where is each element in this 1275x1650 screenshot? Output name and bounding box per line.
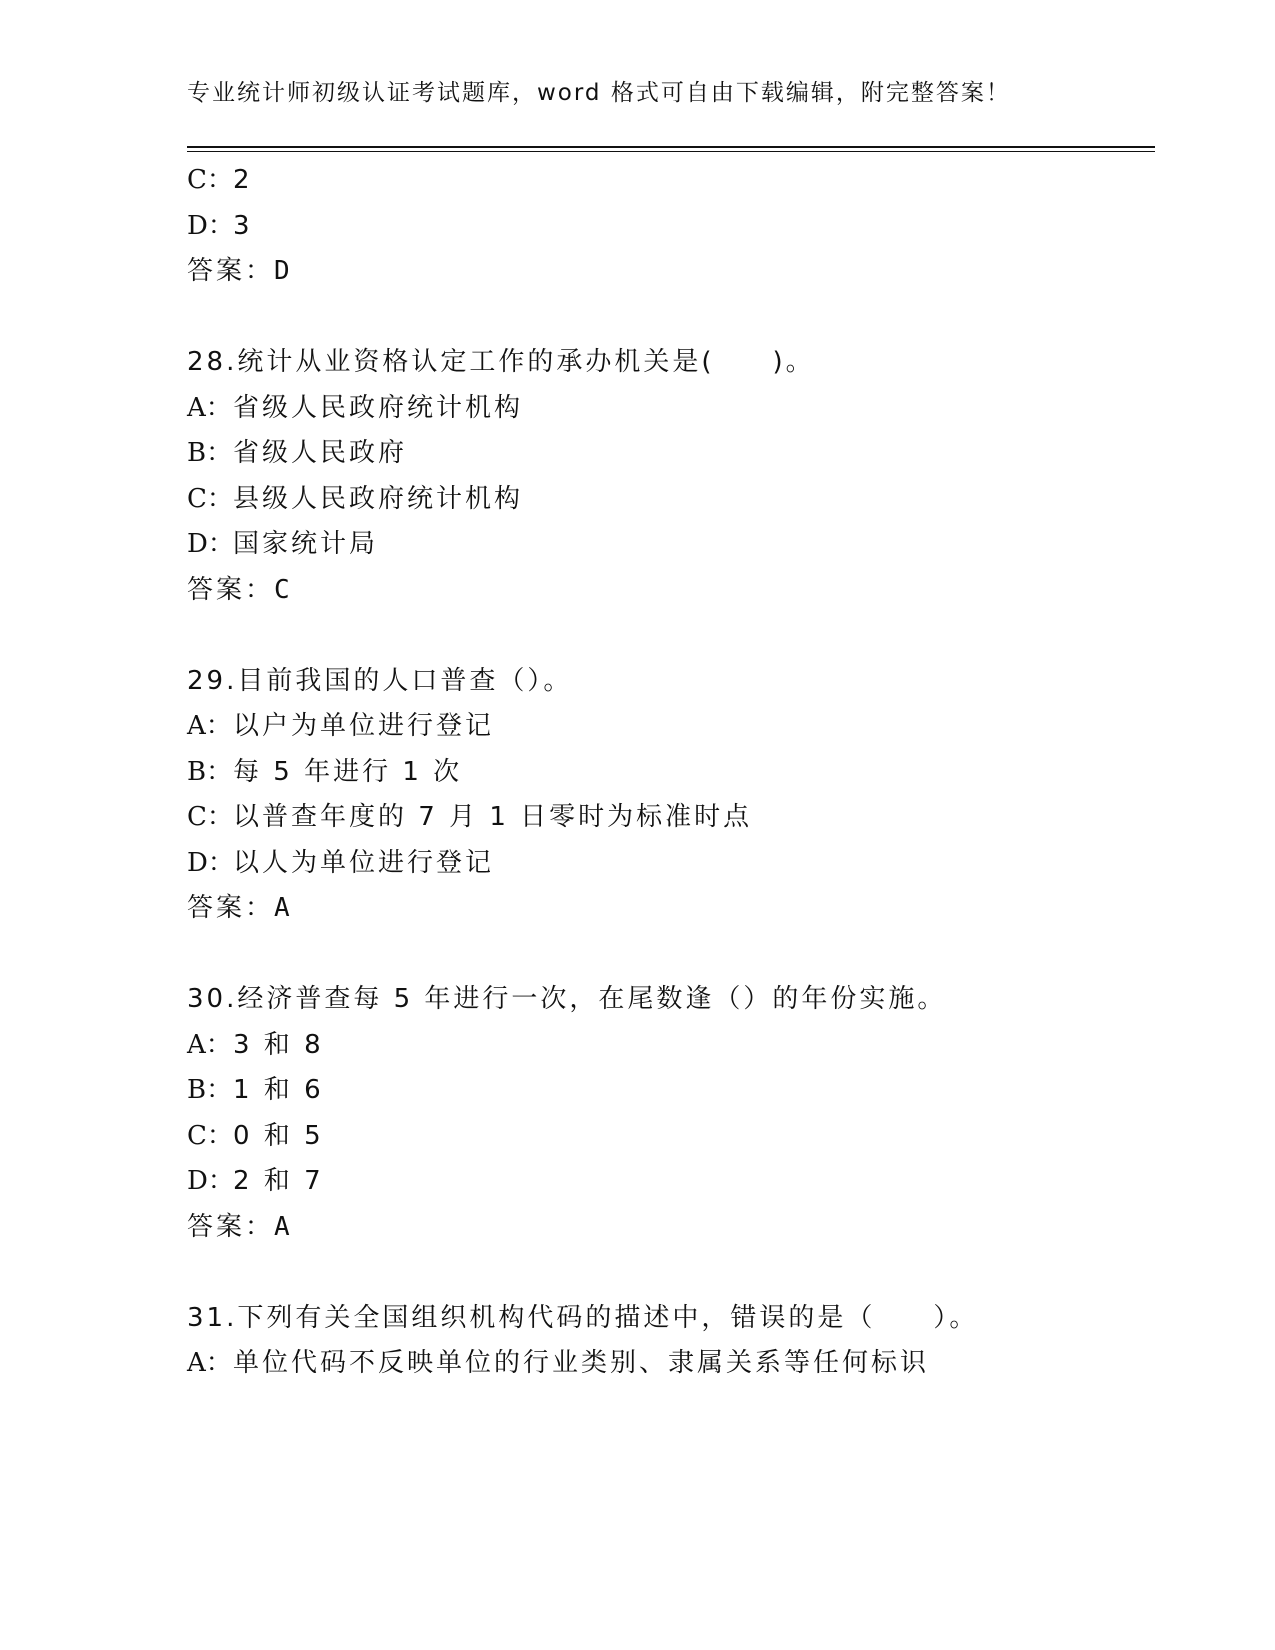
option-key: B： xyxy=(187,756,233,787)
spacer xyxy=(187,1250,1155,1296)
option-text: 以人为单位进行登记 xyxy=(233,847,495,878)
header-divider xyxy=(187,146,1155,152)
option-key: A： xyxy=(187,711,232,741)
option-text: 3 和 8 xyxy=(233,1029,324,1060)
option-key: C： xyxy=(187,1120,233,1151)
option-key: D： xyxy=(187,210,234,241)
option-text: 县级人民政府统计机构 xyxy=(233,483,524,514)
option-text: 以户为单位进行登记 xyxy=(233,711,495,741)
option-line xyxy=(187,1023,1155,1069)
option-text: 单位代码不反映单位的行业类别、隶属关系等任何标识 xyxy=(233,1348,930,1378)
option-line xyxy=(187,1159,1155,1205)
option-key: A： xyxy=(187,1029,232,1060)
spacer xyxy=(187,295,1155,341)
page-header: 专业统计师初级认证考试题库，word 格式可自由下载编辑，附完整答案！ xyxy=(187,80,1011,106)
option-line xyxy=(187,477,1155,523)
option-line xyxy=(187,158,1155,204)
option-key: C： xyxy=(187,165,233,195)
option-text: 每 5 年进行 1 次 xyxy=(233,756,463,787)
option-text: 0 和 5 xyxy=(233,1120,324,1151)
option-key: A： xyxy=(187,1348,232,1378)
question-block xyxy=(187,659,1155,932)
answer-line xyxy=(187,886,1155,932)
question-stem: 30.经济普查每 5 年进行一次，在尾数逢（）的年份实施。 xyxy=(187,984,947,1014)
option-text: 以普查年度的 7 月 1 日零时为标准时点 xyxy=(233,802,753,832)
spacer xyxy=(187,932,1155,978)
answer-value: C xyxy=(274,574,293,605)
option-line xyxy=(187,795,1155,841)
option-line xyxy=(187,386,1155,432)
question-stem: 31.下列有关全国组织机构代码的描述中，错误的是（ ）。 xyxy=(187,1302,979,1333)
option-key: C： xyxy=(187,483,233,514)
answer-line xyxy=(187,249,1155,295)
answer-label: 答案： xyxy=(187,893,275,923)
option-key: B： xyxy=(187,438,233,468)
option-line xyxy=(187,522,1155,568)
option-line xyxy=(187,431,1155,477)
option-key: D： xyxy=(187,847,234,878)
option-line xyxy=(187,204,1155,250)
option-text: 国家统计局 xyxy=(233,529,379,559)
answer-label: 答案： xyxy=(187,574,275,605)
option-text: 2 和 7 xyxy=(233,1166,324,1196)
question-stem: 28.统计从业资格认定工作的承办机关是( )。 xyxy=(187,347,815,377)
prev-question-block xyxy=(187,158,1155,295)
answer-label: 答案： xyxy=(187,256,275,286)
option-line xyxy=(187,1341,1155,1387)
option-key: C： xyxy=(187,802,233,832)
option-text: 3 xyxy=(233,210,253,241)
option-text: 省级人民政府统计机构 xyxy=(233,392,524,423)
answer-line xyxy=(187,1205,1155,1251)
option-text: 2 xyxy=(233,165,253,195)
option-text: 1 和 6 xyxy=(233,1075,324,1105)
question-stem: 29.目前我国的人口普查（）。 xyxy=(187,665,573,696)
option-key: B： xyxy=(187,1075,233,1105)
spacer xyxy=(187,613,1155,659)
answer-value: A xyxy=(274,893,293,923)
answer-label: 答案： xyxy=(187,1211,275,1242)
option-line xyxy=(187,841,1155,887)
option-line xyxy=(187,704,1155,750)
option-line xyxy=(187,1114,1155,1160)
option-line xyxy=(187,1068,1155,1114)
answer-value: A xyxy=(274,1211,293,1242)
option-key: D： xyxy=(187,1166,234,1196)
option-text: 省级人民政府 xyxy=(233,438,408,468)
answer-line xyxy=(187,568,1155,614)
answer-value: D xyxy=(274,256,293,286)
question-block xyxy=(187,340,1155,613)
question-block xyxy=(187,977,1155,1250)
option-line xyxy=(187,750,1155,796)
document-body xyxy=(187,158,1155,1387)
option-key: A： xyxy=(187,392,232,423)
option-key: D： xyxy=(187,529,234,559)
question-block xyxy=(187,1296,1155,1387)
